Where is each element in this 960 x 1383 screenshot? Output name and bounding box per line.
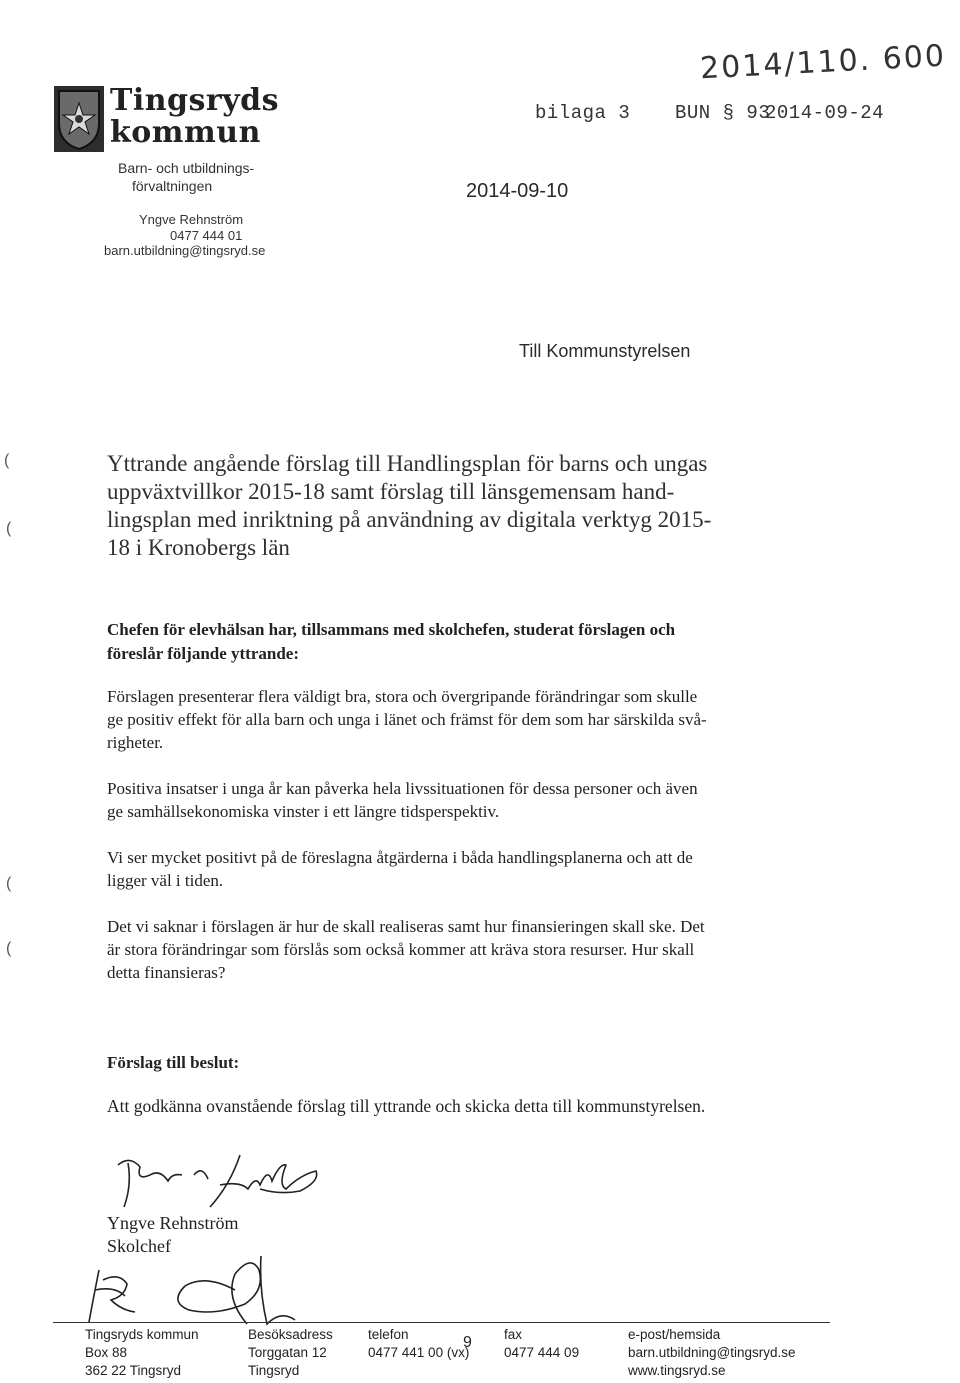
footer-fax-label: fax (504, 1327, 523, 1342)
body-paragraph-2 (107, 777, 787, 823)
bilaga-label: bilaga 3 (535, 102, 631, 124)
footer-website: www.tingsryd.se (628, 1363, 726, 1378)
footer-email: barn.utbildning@tingsryd.se (628, 1345, 796, 1360)
handwritten-reference: 2014/110. 600 (699, 38, 947, 87)
title-line: lingsplan med inriktning på användning av digitala verktyg 2015- (107, 507, 712, 532)
paragraph-line: detta finansieras? (107, 963, 226, 982)
handwritten-initials-icon (85, 1250, 315, 1330)
bun-date: 2014-09-24 (765, 102, 885, 124)
intro-line: föreslår följande yttrande: (107, 644, 300, 663)
title-line: uppväxtvillkor 2015-18 samt förslag till länsgemensam hand- (107, 479, 675, 504)
margin-mark: ( (6, 520, 12, 537)
document-title (107, 450, 807, 562)
handwritten-signature-icon (110, 1145, 330, 1215)
footer-org-name: Tingsryds kommun (85, 1327, 199, 1342)
page-number: 9 (463, 1334, 472, 1351)
margin-mark: ( (6, 875, 12, 892)
footer-city: Tingsryd (248, 1363, 300, 1378)
bun-reference: BUN § 93 (675, 102, 771, 124)
paragraph-line: ge positiv effekt för alla barn och unga i länet och främst för dem som har särskilda svå- (107, 710, 707, 729)
footer-phone-label: telefon (368, 1327, 409, 1342)
footer-box: Box 88 (85, 1345, 128, 1360)
paragraph-line: Förslagen presenterar flera väldigt bra, stora och övergripande förändringar som skulle (107, 687, 698, 706)
footer-email-label: e-post/hemsida (628, 1327, 721, 1342)
paragraph-line: ge samhällsekonomiska vinster i ett längre tidsperspektiv. (107, 802, 500, 821)
title-line: 18 i Kronobergs län (107, 535, 290, 560)
paragraph-line: Det vi saknar i förslagen är hur de skall realiseras samt hur finansieringen skall ske. Det (107, 917, 705, 936)
intro-paragraph (107, 618, 807, 666)
intro-line: Chefen för elevhälsan har, tillsammans med skolchefen, studerat förslagen och (107, 620, 676, 639)
department-line2: förvaltningen (132, 178, 213, 194)
title-line: Yttrande angående förslag till Handlingsplan för barns och ungas (107, 451, 708, 476)
footer-phone: 0477 441 00 (vx) (368, 1345, 470, 1360)
decision-heading: Förslag till beslut: (107, 1053, 240, 1072)
paragraph-line: är stora förändringar som förslås som också kommer att kräva stora resurser. Hur skall (107, 940, 695, 959)
recipient: Till Kommunstyrelsen (519, 341, 691, 361)
signature-title: Skolchef (107, 1236, 171, 1256)
paragraph-line: Positiva insatser i unga år kan påverka hela livssituationen för dessa personer och även (107, 779, 698, 798)
footer-visit-label: Besöksadress (248, 1327, 333, 1342)
footer-street: Torggatan 12 (248, 1345, 327, 1360)
margin-mark: ( (4, 452, 10, 469)
department-line1: Barn- och utbildnings- (118, 160, 255, 176)
footer-postal: 362 22 Tingsryd (85, 1363, 182, 1378)
body-paragraph-4 (107, 915, 787, 984)
decision-text: Att godkänna ovanstående förslag till yttrande och skicka detta till kommunstyrelsen. (107, 1096, 706, 1116)
footer-divider (53, 1322, 830, 1323)
body-paragraph-3 (107, 846, 787, 892)
logo-wordmark-line1: Tingsryds (110, 83, 280, 118)
document-date: 2014-09-10 (466, 180, 569, 202)
footer-fax: 0477 444 09 (504, 1345, 580, 1360)
paragraph-line: Vi ser mycket positivt på de föreslagna åtgärderna i båda handlingsplanerna och att de (107, 848, 693, 867)
paragraph-line: ligger väl i tiden. (107, 871, 224, 890)
logo-wordmark-line2: kommun (110, 115, 261, 150)
municipality-crest-icon (53, 85, 105, 153)
paragraph-line: righeter. (107, 733, 164, 752)
margin-mark: ( (6, 940, 12, 957)
signature-name: Yngve Rehnström (107, 1213, 239, 1233)
body-paragraph-1 (107, 685, 787, 754)
contact-name: Yngve Rehnström (139, 212, 244, 227)
contact-email: barn.utbildning@tingsryd.se (104, 243, 266, 258)
contact-phone: 0477 444 01 (170, 228, 243, 243)
